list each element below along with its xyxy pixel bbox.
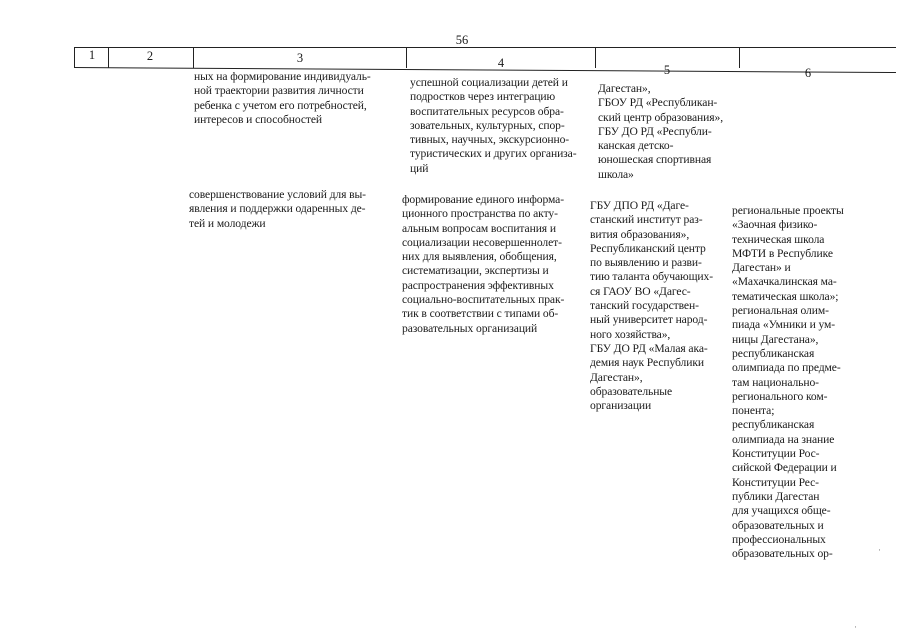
column-header-1: 1 (88, 48, 96, 62)
row-1-col-5-text: Дагестан», ГБОУ РД «Республикан- ский центр образования», ГБУ ДО РД «Республи- канская детско- юношеская спортивная школа» (598, 82, 723, 181)
header-divider (739, 47, 740, 68)
page-number: 56 (455, 33, 469, 47)
table-header-top-rule (74, 47, 896, 48)
column-header-6: 6 (804, 66, 812, 80)
header-divider (595, 47, 596, 68)
column-header-4: 4 (497, 56, 505, 70)
header-divider (406, 47, 407, 68)
scan-mark: · (854, 622, 857, 632)
column-header-3: 3 (296, 51, 304, 65)
header-divider (74, 47, 75, 68)
row-1-col-4-text: успешной социализации детей и подростков через интеграцию воспитательных ресурсов обра- зовательных, культурных, спор- тивных, научных, экскурсионно- туристических и других организа- ций (410, 76, 577, 175)
scan-mark: · (878, 545, 881, 555)
column-header-2: 2 (146, 49, 154, 63)
column-header-5: 5 (663, 63, 671, 77)
row-2-col-3-text: совершенствование условий для вы- явления и поддержки одаренных де- тей и молодежи (189, 188, 366, 230)
row-2-col-6-text: региональные проекты «Заочная физико- техническая школа МФТИ в Республике Дагестан» и «Махачкалинская ма- тематическая школа»; региональная олим- пиада «Умники и ум- ницы Дагестана», республиканская олимпиада по предме- там национально- регионального ком- понента; республиканская олимпиада на знание Конституции Рос- сийской Федерации и Конституции Рес- публики Дагестан для учащихся обще- образовательных и профессиональных образовательных ор- (732, 204, 844, 561)
header-divider (193, 47, 194, 68)
row-2-col-4-text: формирование единого информа- ционного пространства по акту- альным вопросам воспитания и социализации несовершеннолет- них для выявления, обобщения, систематизации, экспертизы и распространения эффективных социально-воспитательных прак- тик в соответствии с типами об- разовательных организаций (402, 193, 565, 335)
header-divider (108, 47, 109, 68)
row-2-col-5-text: ГБУ ДПО РД «Даге- станский институт раз- вития образования», Республиканский центр по выявлению и разви- тию таланта обучающих- ся ГАОУ ВО «Дагес- танский государствен- ный университет народ- ного хозяйства», ГБУ ДО РД «Малая ака- демия наук Республики Дагестан», образовательные организации (590, 199, 713, 413)
row-1-col-3-text: ных на формирование индивидуаль- ной траектории развития личности ребенка с учетом его потребностей, интересов и способностей (194, 70, 371, 126)
